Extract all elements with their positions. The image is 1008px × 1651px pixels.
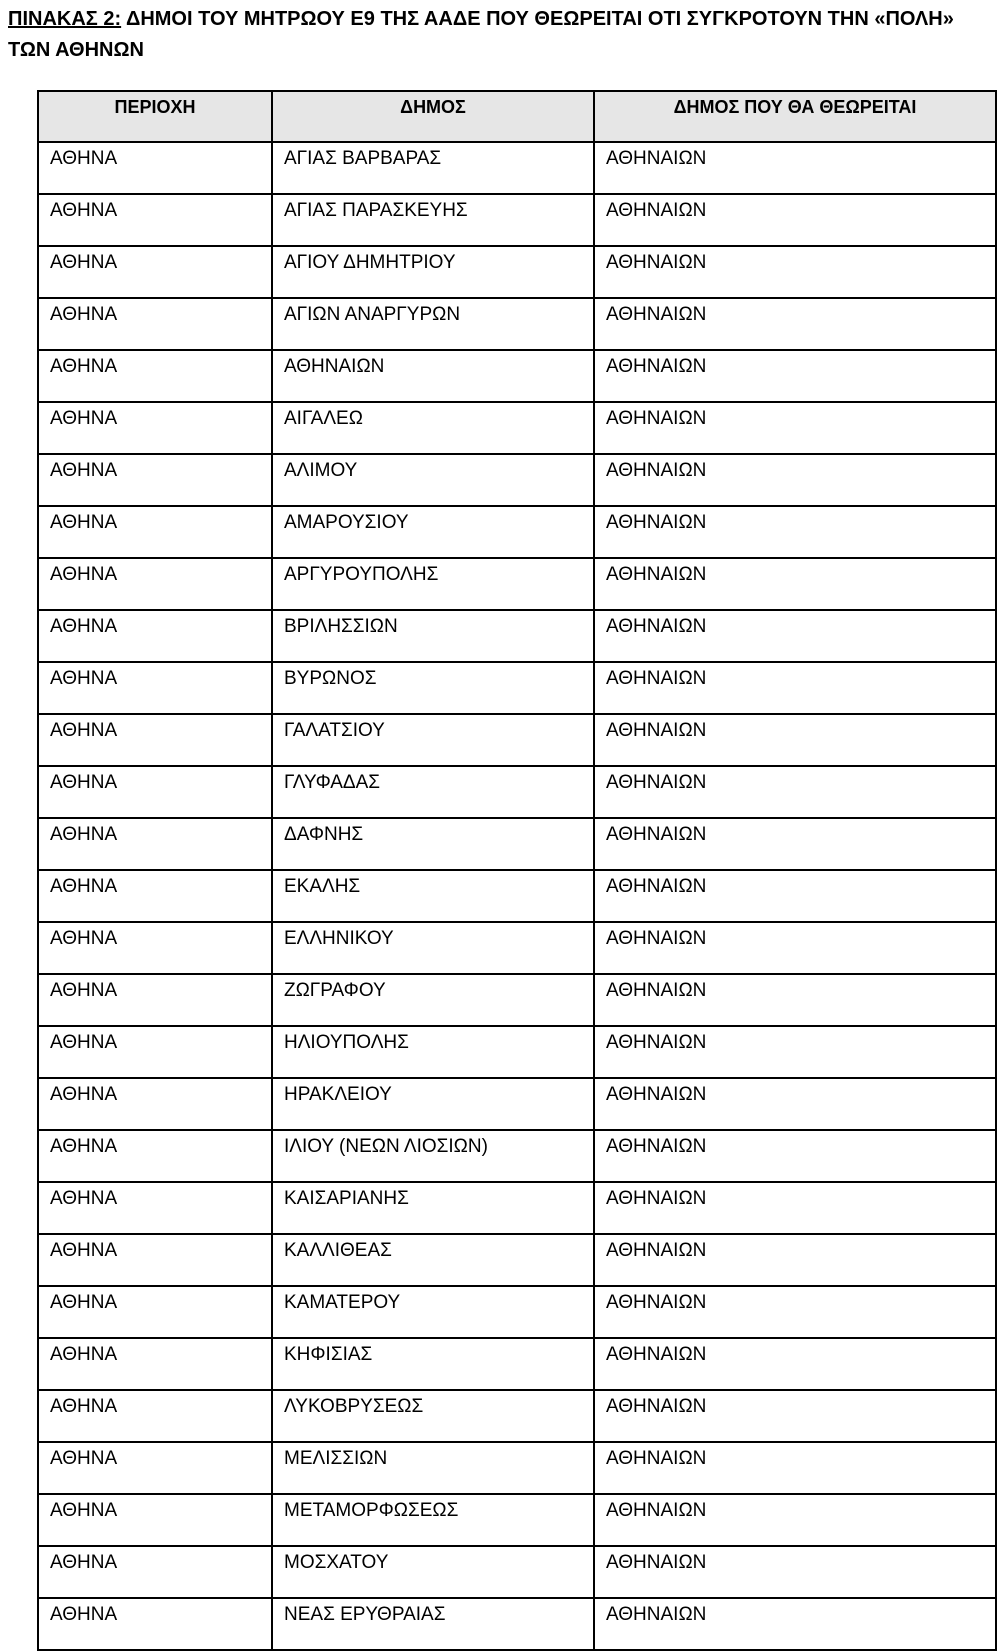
table-row	[38, 454, 996, 506]
table-row	[38, 246, 996, 298]
cell-municipality: ΗΛΙΟΥΠΟΛΗΣ	[272, 1026, 594, 1078]
cell-region: ΑΘΗΝΑ	[38, 870, 272, 922]
cell-municipality: ΖΩΓΡΑΦΟΥ	[272, 974, 594, 1026]
table-row	[38, 1390, 996, 1442]
table-row	[38, 506, 996, 558]
cell-considered-municipality: ΑΘΗΝΑΙΩΝ	[594, 142, 996, 194]
cell-region: ΑΘΗΝΑ	[38, 142, 272, 194]
cell-considered-municipality: ΑΘΗΝΑΙΩΝ	[594, 1598, 996, 1650]
cell-municipality: ΒΡΙΛΗΣΣΙΩΝ	[272, 610, 594, 662]
cell-municipality: ΓΑΛΑΤΣΙΟΥ	[272, 714, 594, 766]
cell-region: ΑΘΗΝΑ	[38, 1338, 272, 1390]
cell-considered-municipality: ΑΘΗΝΑΙΩΝ	[594, 818, 996, 870]
page-title	[8, 4, 1008, 66]
table-row	[38, 818, 996, 870]
cell-region: ΑΘΗΝΑ	[38, 402, 272, 454]
cell-municipality: ΓΛΥΦΑΔΑΣ	[272, 766, 594, 818]
cell-considered-municipality: ΑΘΗΝΑΙΩΝ	[594, 662, 996, 714]
table-row	[38, 142, 996, 194]
cell-region: ΑΘΗΝΑ	[38, 610, 272, 662]
cell-considered-municipality: ΑΘΗΝΑΙΩΝ	[594, 1338, 996, 1390]
cell-municipality: ΙΛΙΟΥ (ΝΕΩΝ ΛΙΟΣΙΩΝ)	[272, 1130, 594, 1182]
cell-region: ΑΘΗΝΑ	[38, 1078, 272, 1130]
cell-municipality: ΕΛΛΗΝΙΚΟΥ	[272, 922, 594, 974]
cell-region: ΑΘΗΝΑ	[38, 246, 272, 298]
title-line-2: ΤΩΝ ΑΘΗΝΩΝ	[8, 39, 144, 61]
cell-considered-municipality: ΑΘΗΝΑΙΩΝ	[594, 1078, 996, 1130]
cell-considered-municipality: ΑΘΗΝΑΙΩΝ	[594, 1494, 996, 1546]
cell-considered-municipality: ΑΘΗΝΑΙΩΝ	[594, 1390, 996, 1442]
table-row	[38, 1182, 996, 1234]
cell-considered-municipality: ΑΘΗΝΑΙΩΝ	[594, 974, 996, 1026]
table-header-row	[38, 91, 996, 142]
table-row	[38, 1130, 996, 1182]
cell-municipality: ΜΕΤΑΜΟΡΦΩΣΕΩΣ	[272, 1494, 594, 1546]
cell-region: ΑΘΗΝΑ	[38, 454, 272, 506]
cell-region: ΑΘΗΝΑ	[38, 922, 272, 974]
cell-region: ΑΘΗΝΑ	[38, 1182, 272, 1234]
cell-region: ΑΘΗΝΑ	[38, 298, 272, 350]
cell-municipality: ΛΥΚΟΒΡΥΣΕΩΣ	[272, 1390, 594, 1442]
cell-region: ΑΘΗΝΑ	[38, 1026, 272, 1078]
cell-municipality: ΝΕΑΣ ΕΡΥΘΡΑΙΑΣ	[272, 1598, 594, 1650]
table-row	[38, 870, 996, 922]
table-row	[38, 1598, 996, 1650]
cell-considered-municipality: ΑΘΗΝΑΙΩΝ	[594, 1546, 996, 1598]
table-row	[38, 298, 996, 350]
cell-region: ΑΘΗΝΑ	[38, 818, 272, 870]
cell-municipality: ΑΓΙΩΝ ΑΝΑΡΓΥΡΩΝ	[272, 298, 594, 350]
table-row	[38, 1442, 996, 1494]
cell-municipality: ΑΓΙΑΣ ΠΑΡΑΣΚΕΥΗΣ	[272, 194, 594, 246]
cell-considered-municipality: ΑΘΗΝΑΙΩΝ	[594, 558, 996, 610]
cell-region: ΑΘΗΝΑ	[38, 1494, 272, 1546]
cell-municipality: ΑΙΓΑΛΕΩ	[272, 402, 594, 454]
cell-considered-municipality: ΑΘΗΝΑΙΩΝ	[594, 454, 996, 506]
cell-municipality: ΚΑΙΣΑΡΙΑΝΗΣ	[272, 1182, 594, 1234]
cell-region: ΑΘΗΝΑ	[38, 714, 272, 766]
table-row	[38, 402, 996, 454]
cell-region: ΑΘΗΝΑ	[38, 1598, 272, 1650]
table-row	[38, 1494, 996, 1546]
cell-considered-municipality: ΑΘΗΝΑΙΩΝ	[594, 610, 996, 662]
cell-considered-municipality: ΑΘΗΝΑΙΩΝ	[594, 1234, 996, 1286]
cell-municipality: ΚΑΜΑΤΕΡΟΥ	[272, 1286, 594, 1338]
table-row	[38, 350, 996, 402]
cell-region: ΑΘΗΝΑ	[38, 194, 272, 246]
cell-considered-municipality: ΑΘΗΝΑΙΩΝ	[594, 246, 996, 298]
cell-municipality: ΑΛΙΜΟΥ	[272, 454, 594, 506]
table-row	[38, 558, 996, 610]
cell-municipality: ΚΑΛΛΙΘΕΑΣ	[272, 1234, 594, 1286]
cell-considered-municipality: ΑΘΗΝΑΙΩΝ	[594, 922, 996, 974]
cell-considered-municipality: ΑΘΗΝΑΙΩΝ	[594, 870, 996, 922]
table-row	[38, 1026, 996, 1078]
cell-region: ΑΘΗΝΑ	[38, 974, 272, 1026]
title-line-1: ΔΗΜΟΙ ΤΟΥ ΜΗΤΡΩΟΥ Ε9 ΤΗΣ ΑΑΔΕ ΠΟΥ ΘΕΩΡΕΙΤΑΙ ΟΤΙ ΣΥΓΚΡΟΤΟΥΝ ΤΗΝ «ΠΟΛΗ»	[121, 8, 954, 30]
table-row	[38, 1546, 996, 1598]
table-row	[38, 1338, 996, 1390]
table-row	[38, 974, 996, 1026]
table-row	[38, 610, 996, 662]
cell-municipality: ΜΕΛΙΣΣΙΩΝ	[272, 1442, 594, 1494]
table-row	[38, 922, 996, 974]
cell-region: ΑΘΗΝΑ	[38, 1442, 272, 1494]
cell-region: ΑΘΗΝΑ	[38, 1390, 272, 1442]
cell-municipality: ΒΥΡΩΝΟΣ	[272, 662, 594, 714]
cell-municipality: ΚΗΦΙΣΙΑΣ	[272, 1338, 594, 1390]
cell-region: ΑΘΗΝΑ	[38, 558, 272, 610]
cell-considered-municipality: ΑΘΗΝΑΙΩΝ	[594, 194, 996, 246]
cell-region: ΑΘΗΝΑ	[38, 1234, 272, 1286]
header-municipality: ΔΗΜΟΣ	[272, 91, 594, 142]
cell-region: ΑΘΗΝΑ	[38, 766, 272, 818]
cell-region: ΑΘΗΝΑ	[38, 350, 272, 402]
cell-region: ΑΘΗΝΑ	[38, 1130, 272, 1182]
cell-considered-municipality: ΑΘΗΝΑΙΩΝ	[594, 298, 996, 350]
cell-considered-municipality: ΑΘΗΝΑΙΩΝ	[594, 714, 996, 766]
header-region: ΠΕΡΙΟΧΗ	[38, 91, 272, 142]
cell-considered-municipality: ΑΘΗΝΑΙΩΝ	[594, 1130, 996, 1182]
table-row	[38, 1286, 996, 1338]
table-row	[38, 766, 996, 818]
cell-municipality: ΜΟΣΧΑΤΟΥ	[272, 1546, 594, 1598]
cell-municipality: ΗΡΑΚΛΕΙΟΥ	[272, 1078, 594, 1130]
table-caption-prefix: ΠΙΝΑΚΑΣ 2:	[8, 8, 122, 30]
header-considered-municipality: ΔΗΜΟΣ ΠΟΥ ΘΑ ΘΕΩΡΕΙΤΑΙ	[594, 91, 996, 142]
cell-considered-municipality: ΑΘΗΝΑΙΩΝ	[594, 766, 996, 818]
cell-municipality: ΑΜΑΡΟΥΣΙΟΥ	[272, 506, 594, 558]
cell-region: ΑΘΗΝΑ	[38, 1286, 272, 1338]
cell-considered-municipality: ΑΘΗΝΑΙΩΝ	[594, 350, 996, 402]
cell-considered-municipality: ΑΘΗΝΑΙΩΝ	[594, 1286, 996, 1338]
cell-municipality: ΑΓΙΟΥ ΔΗΜΗΤΡΙΟΥ	[272, 246, 594, 298]
cell-municipality: ΑΓΙΑΣ ΒΑΡΒΑΡΑΣ	[272, 142, 594, 194]
cell-considered-municipality: ΑΘΗΝΑΙΩΝ	[594, 402, 996, 454]
cell-municipality: ΕΚΑΛΗΣ	[272, 870, 594, 922]
cell-considered-municipality: ΑΘΗΝΑΙΩΝ	[594, 1182, 996, 1234]
table-row	[38, 714, 996, 766]
cell-region: ΑΘΗΝΑ	[38, 1546, 272, 1598]
cell-region: ΑΘΗΝΑ	[38, 662, 272, 714]
cell-considered-municipality: ΑΘΗΝΑΙΩΝ	[594, 1442, 996, 1494]
table-body	[38, 142, 996, 1650]
table-row	[38, 662, 996, 714]
municipalities-table	[37, 90, 997, 1651]
cell-municipality: ΑΘΗΝΑΙΩΝ	[272, 350, 594, 402]
cell-considered-municipality: ΑΘΗΝΑΙΩΝ	[594, 506, 996, 558]
cell-municipality: ΔΑΦΝΗΣ	[272, 818, 594, 870]
table-row	[38, 194, 996, 246]
table-row	[38, 1234, 996, 1286]
table-row	[38, 1078, 996, 1130]
cell-considered-municipality: ΑΘΗΝΑΙΩΝ	[594, 1026, 996, 1078]
cell-municipality: ΑΡΓΥΡΟΥΠΟΛΗΣ	[272, 558, 594, 610]
cell-region: ΑΘΗΝΑ	[38, 506, 272, 558]
